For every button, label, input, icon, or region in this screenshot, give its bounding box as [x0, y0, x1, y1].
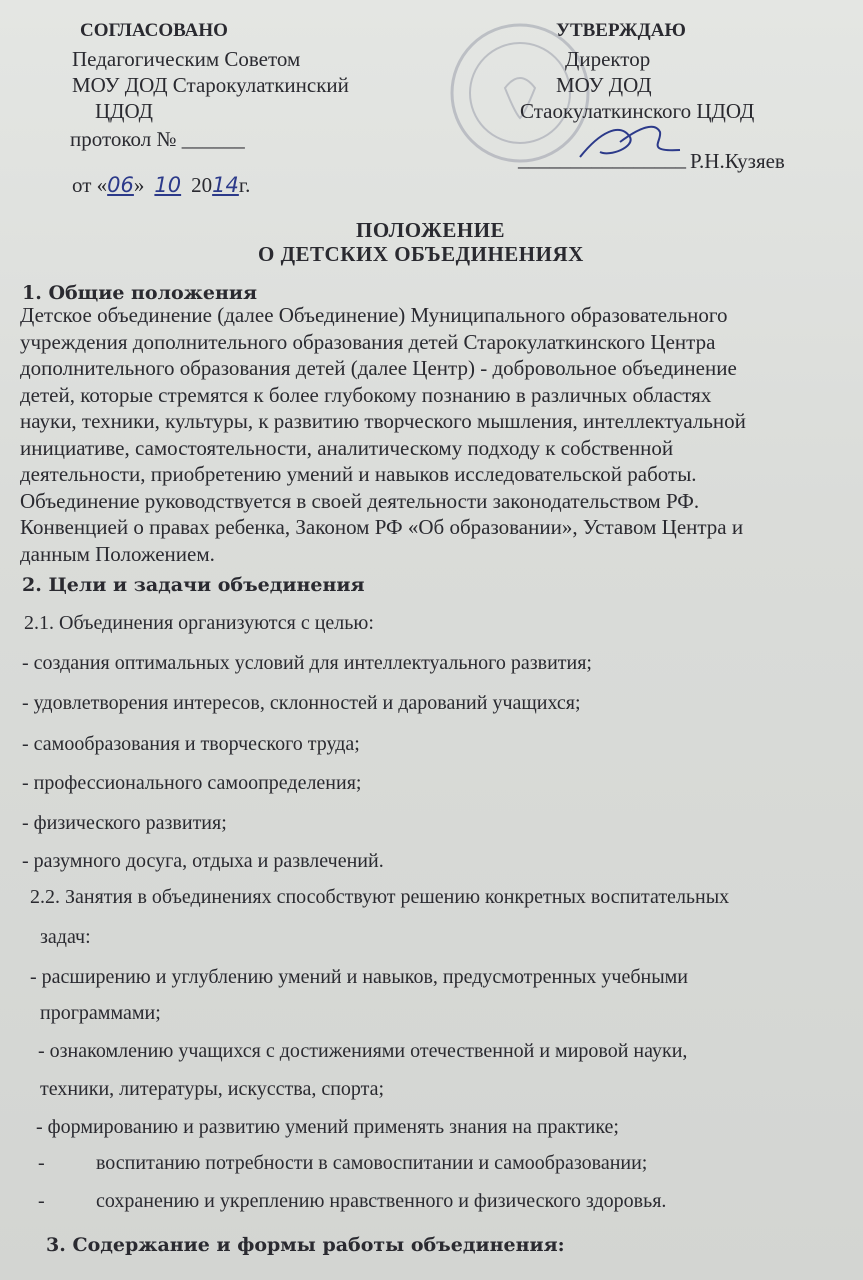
list-item: - физического развития;: [22, 812, 227, 834]
list-item: - создания оптимальных условий для интеллектуального развития;: [22, 652, 592, 674]
date-day: 06: [107, 173, 134, 197]
document-subtitle: О ДЕТСКИХ ОБЪЕДИНЕНИЯХ: [258, 242, 584, 266]
paragraph-line: науки, техники, культуры, к развитию творческого мышления, интеллектуальной: [20, 409, 746, 433]
protocol-number: протокол № ______: [70, 127, 245, 151]
list-item: - самообразования и творческого труда;: [22, 733, 360, 755]
paragraph-line: Конвенцией о правах ребенка, Законом РФ «Об образовании», Уставом Центра и: [20, 515, 744, 539]
paragraph-line: дополнительного образования детей (далее Центр) - добровольное объединение: [20, 356, 737, 380]
list-item: - профессионального самоопределения;: [22, 772, 362, 794]
date-prefix: от «: [72, 173, 108, 197]
section-2-1-intro: 2.1. Объединения организуются с целью:: [24, 612, 374, 634]
approval-right-line2: МОУ ДОД: [556, 73, 652, 97]
section-2-heading: 2. Цели и задачи объединения: [22, 574, 365, 596]
document-title: ПОЛОЖЕНИЕ: [356, 218, 506, 242]
section-2-2-intro: 2.2. Занятия в объединениях способствуют решению конкретных воспитательных: [30, 886, 730, 908]
list-item: - разумного досуга, отдыха и развлечений.: [22, 850, 384, 872]
list-item: воспитанию потребности в самовоспитании и самообразовании;: [96, 1152, 648, 1174]
list-item: - формированию и развитию умений применять знания на практике;: [36, 1116, 619, 1138]
paragraph-line: учреждения дополнительного образования детей Старокулаткинского Центра: [20, 329, 716, 354]
approval-date: [72, 172, 250, 198]
list-item-cont: программами;: [40, 1002, 161, 1024]
approval-right-line1: Директор: [565, 47, 651, 71]
section-1-heading: 1. Общие положения: [22, 282, 257, 304]
paragraph-line: инициативе, самостоятельности, аналитическому подходу к собственной: [20, 435, 674, 460]
date-month: 10: [154, 173, 182, 197]
approval-left-title: СОГЛАСОВАНО: [80, 20, 228, 41]
director-name: Р.Н.Кузяев: [690, 149, 785, 173]
approval-left-line1: Педагогическим Советом: [72, 47, 301, 71]
section-1-paragraph: [20, 302, 850, 567]
list-item: сохранению и укреплению нравственного и физического здоровья.: [96, 1190, 667, 1212]
list-item: - удовлетворения интересов, склонностей и дарований учащихся;: [22, 692, 581, 714]
approval-right-line3: Стаокулаткинского ЦДОД: [520, 99, 755, 123]
signature-line: ________________: [518, 147, 686, 171]
paragraph-line: детей, которые стремятся к более глубокому познанию в различных областях: [20, 382, 712, 407]
date-suffix: г.: [238, 173, 251, 197]
paragraph-line: Объединение руководствуется в своей деятельности законодательством РФ.: [20, 488, 700, 513]
paragraph-line: деятельности, приобретению умений и навыков исследовательской работы.: [20, 462, 697, 486]
date-mid: »: [133, 173, 145, 197]
paragraph-line: Детское объединение (далее Объединение) Муниципального образовательного: [20, 303, 728, 327]
list-item-dash: -: [38, 1152, 45, 1174]
list-item: - ознакомлению учащихся с достижениями отечественной и мировой науки,: [38, 1040, 688, 1062]
list-item-cont: техники, литературы, искусства, спорта;: [40, 1078, 385, 1100]
date-year-prefix: 20: [191, 173, 213, 197]
list-item-dash: -: [38, 1190, 45, 1212]
section-2-2-intro-cont: задач:: [40, 926, 91, 948]
date-year: 14: [212, 173, 239, 197]
list-item: - расширению и углублению умений и навыков, предусмотренных учебными: [30, 966, 688, 988]
section-3-heading: 3. Содержание и формы работы объединения:: [46, 1234, 565, 1256]
approval-left-line3: ЦДОД: [95, 99, 153, 123]
approval-left-line2: МОУ ДОД Старокулаткинский: [72, 73, 349, 97]
paragraph-line: данным Положением.: [20, 541, 215, 566]
approval-right-title: УТВЕРЖДАЮ: [556, 20, 686, 41]
